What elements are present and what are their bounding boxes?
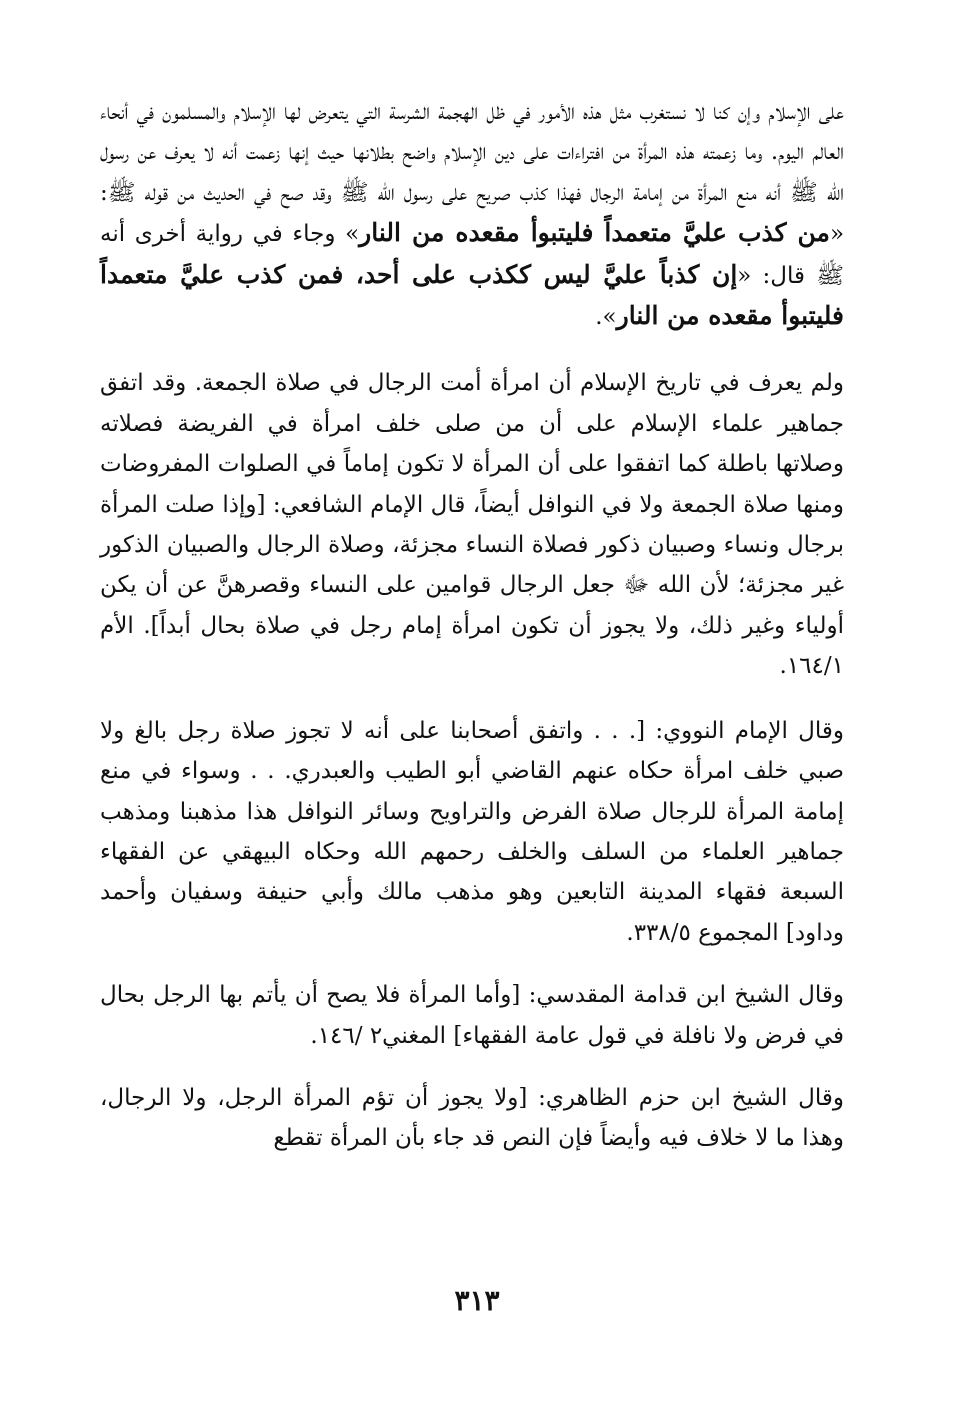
paragraph-1 xyxy=(100,92,844,337)
paragraph-3: وقال الإمام النووي: [. . . واتفق أصحابنا على أنه لا تجوز صلاة رجل بالغ ولا صبي خلف امرأة حكاه عنهم القاضي أبو الطيب والعبدري. . . وسواء في منع إمامة المرأة للرجال صلاة الفرض والتراويح وسائر النوافل هذا مذهبنا ومذهب جماهير العلماء من السلف والخلف رحمهم الله وحكاه البيهقي عن الفقهاء السبعة فقهاء المدينة التابعين وهو مذهب مالك وأبي حنيفة وسفيان وأحمد وداود] المجموع ٣٣٨/٥. xyxy=(100,717,844,946)
paragraph-2: ولم يعرف في تاريخ الإسلام أن امرأة أمت الرجال في صلاة الجمعة. وقد اتفق جماهير علماء الإسلام على أن من صلى خلف امرأة في الفريضة فصلاته وصلاتها باطلة كما اتفقوا على أن المرأة لا تكون إماماً في الصلوات المفروضات ومنها صلاة الجمعة ولا في النوافل أيضاً، قال الإمام الشافعي: [وإذا صلت المرأة برجال ونساء وصبيان ذكور فصلاة النساء مجزئة، وصلاة الرجال والصبيان الذكور غير مجزئة؛ لأن الله ﷻ جعل الرجال قوامين على النساء وقصرهنَّ عن أن يكن أولياء وغير ذلك، ولا يجوز أن تكون امرأة إمام رجل في صلاة بحال أبداً]. الأم ١٦٤/١. xyxy=(100,370,844,680)
paragraph-4: وقال الشيخ ابن قدامة المقدسي: [وأما المرأة فلا يصح أن يأتم بها الرجل بحال في فرض ولا نافلة في قول عامة الفقهاء] المغني٢ /١٤٦. xyxy=(100,982,844,1049)
paragraph-1-text-a: على الإسلام وإن كنا لا نستغرب مثل هذه الأمور في ظل الهجمة الشرسة التي يتعرض لها الإسلام والمسلمون في أنحاء العالم اليوم. وما زعمته هذه المرأة من افتراءات على دين الإسلام واضح بطلانها حيث إنها زعمت أنه لا يعرف عن رسول الله ﷺ أنه منع المرأة من إمامة الرجال فهذا كذب صريح على رسول الله ﷺ وقد صح في الحديث من قوله ﷺ: « xyxy=(100,99,845,248)
hadith-quote-1: من كذب عليَّ متعمداً فليتبوأ مقعده من النار xyxy=(359,218,830,248)
paragraph-5: وقال الشيخ ابن حزم الظاهري: [ولا يجوز أن تؤم المرأة الرجل، ولا الرجال، وهذا ما لا خلاف فيه وأيضاً فإن النص قد جاء بأن المرأة تقطع xyxy=(100,1084,844,1152)
paragraph-1-text-b: » وجاء في رواية أخرى أنه ﷺ قال: « xyxy=(100,221,844,289)
book-page xyxy=(100,92,844,1322)
page-number: ٣١٣ xyxy=(454,1284,500,1317)
hadith-quote-2: إن كذباً عليَّ ليس ككذب على أحد، فمن كذب عليَّ متعمداً فليتبوأ مقعده من النار xyxy=(100,259,844,331)
paragraph-1-text-c: ». xyxy=(595,304,617,331)
